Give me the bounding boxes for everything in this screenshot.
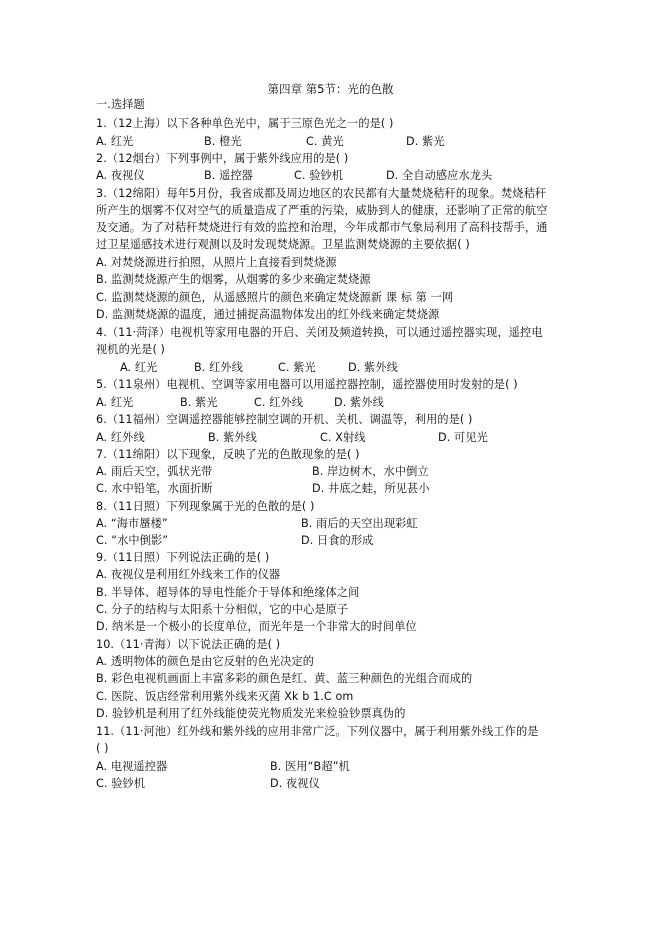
question-2-stem: 2.（12烟台）下列事例中，属于紫外线应用的是( ) <box>96 152 349 165</box>
option-d: D. 全自动感应水龙头 <box>386 169 493 182</box>
option-c: C. 验钞机 <box>294 169 344 182</box>
option-b: B. 医用“B超”机 <box>270 760 350 773</box>
option-d: D. 紫光 <box>406 135 445 148</box>
question-3-option-a: A. 对焚烧源进行拍照，从照片上直接看到焚烧源 <box>96 256 337 269</box>
question-10-option-c: C. 医院、饭店经常利用紫外线来灭菌 Xk b 1.C om <box>96 690 354 703</box>
question-3-option-b: B. 监测焚烧源产生的烟雾，从烟雾的多少来确定焚烧源 <box>96 273 371 286</box>
question-4-stem-line-2: 视机的光是( ) <box>96 343 166 356</box>
option-a: A. 红光 <box>120 361 158 374</box>
option-a: A. 红光 <box>96 135 134 148</box>
question-10-stem: 10.（11·青海）以下说法正确的是( ) <box>96 638 281 651</box>
option-c: C. 验钞机 <box>96 777 146 790</box>
option-a: A. 雨后天空，弧状光带 <box>96 465 213 478</box>
question-3-stem-line-1: 3.（12绵阳）每年5月份，我省成都及周边地区的农民都有大量焚烧秸秆的现象。焚烧秸秆 <box>96 187 547 200</box>
option-d: D. 可见光 <box>438 431 488 444</box>
question-11-stem-line-1: 11.（11·河池）红外线和紫外线的应用非常广泛。下列仪器中，属于利用紫外线工作的是 <box>96 725 539 738</box>
question-3-stem-line-3: 及交通。为了对秸秆焚烧进行有效的监控和治理，今年成都市气象局利用了高科技帮手，通 <box>96 221 548 234</box>
section-heading: 一.选择题 <box>96 98 145 111</box>
question-9-option-b: B. 半导体、超导体的导电性能介于导体和绝缘体之间 <box>96 586 360 599</box>
option-c: C. 紫光 <box>278 361 316 374</box>
question-3-stem-line-2: 所产生的烟雾不仅对空气的质量造成了严重的污染，威胁到人的健康，还影响了正常的航空 <box>96 204 548 217</box>
option-c: C. 黄光 <box>306 135 344 148</box>
option-a: A. 红光 <box>96 396 134 409</box>
option-c: C. “水中倒影” <box>96 534 169 547</box>
question-1-stem: 1.（12上海）以下各种单色光中，属于三原色光之一的是( ) <box>96 117 394 130</box>
option-d: D. 夜视仪 <box>270 777 320 790</box>
option-d: D. 井底之蛙，所见甚小 <box>312 482 430 495</box>
option-d: D. 紫外线 <box>334 396 384 409</box>
question-10-option-b: B. 彩色电视机画面上丰富多彩的颜色是红、黄、蓝三种颜色的光组合而成的 <box>96 672 473 685</box>
question-6-stem: 6.（11福州）空调遥控器能够控制空调的开机、关机、调温等，利用的是( ) <box>96 413 473 426</box>
option-b: B. 岸边树木，水中倒立 <box>312 465 429 478</box>
document-title: 第四章 第5节：光的色散 <box>267 82 394 96</box>
option-a: A. “海市蜃楼” <box>96 517 168 530</box>
option-b: B. 红外线 <box>194 361 243 374</box>
option-d: D. 日食的形成 <box>301 534 374 547</box>
option-d: D. 紫外线 <box>348 361 398 374</box>
question-8-stem: 8.（11日照）下列现象属于光的色散的是( ) <box>96 500 315 513</box>
option-a: A. 红外线 <box>96 431 145 444</box>
option-c: C. 水中铅笔，水面折断 <box>96 482 213 495</box>
question-3-stem-line-4: 过卫星遥感技术进行观测以及时发现焚烧源。卫星监测焚烧源的主要依据( ) <box>96 238 470 251</box>
option-a: A. 夜视仪 <box>96 169 145 182</box>
question-7-stem: 7.（11绵阳）以下现象，反映了光的色散现象的是( ) <box>96 448 360 461</box>
question-5-stem: 5.（11泉州）电视机、空调等家用电器可以用遥控器控制，遥控器使用时发射的是( ) <box>96 378 518 391</box>
option-a: A. 电视遥控器 <box>96 760 168 773</box>
option-b: B. 紫光 <box>180 396 218 409</box>
question-9-stem: 9.（11日照）下列说法正确的是( ) <box>96 551 270 564</box>
question-9-option-a: A. 夜视仪是利用红外线来工作的仪器 <box>96 568 281 581</box>
question-9-option-d: D. 纳米是一个极小的长度单位，而光年是一个非常大的时间单位 <box>96 620 417 633</box>
option-c: C. 红外线 <box>254 396 304 409</box>
question-3-option-c: C. 监测焚烧源的颜色，从遥感照片的颜色来确定焚烧源新 课 标 第 一网 <box>96 291 454 304</box>
question-4-stem-line-1: 4.（11·菏泽）电视机等家用电器的开启、关闭及频道转换，可以通过遥控器实现，遥控电 <box>96 326 543 339</box>
question-9-option-c: C. 分子的结构与太阳系十分相似，它的中心是原子 <box>96 603 349 616</box>
question-10-option-d: D. 验钞机是利用了红外线能使荧光物质发光来检验钞票真伪的 <box>96 707 406 720</box>
question-3-option-d: D. 监测焚烧源的温度，通过捕捉高温物体发出的红外线来确定焚烧源 <box>96 308 440 321</box>
question-10-option-a: A. 透明物体的颜色是由它反射的色光决定的 <box>96 655 315 668</box>
option-b: B. 橙光 <box>204 135 242 148</box>
question-11-stem-line-2: ( ) <box>96 742 109 755</box>
option-b: B. 雨后的天空出现彩虹 <box>301 517 418 530</box>
option-c: C. X射线 <box>320 431 366 444</box>
option-b: B. 紫外线 <box>208 431 257 444</box>
option-b: B. 遥控器 <box>204 169 253 182</box>
